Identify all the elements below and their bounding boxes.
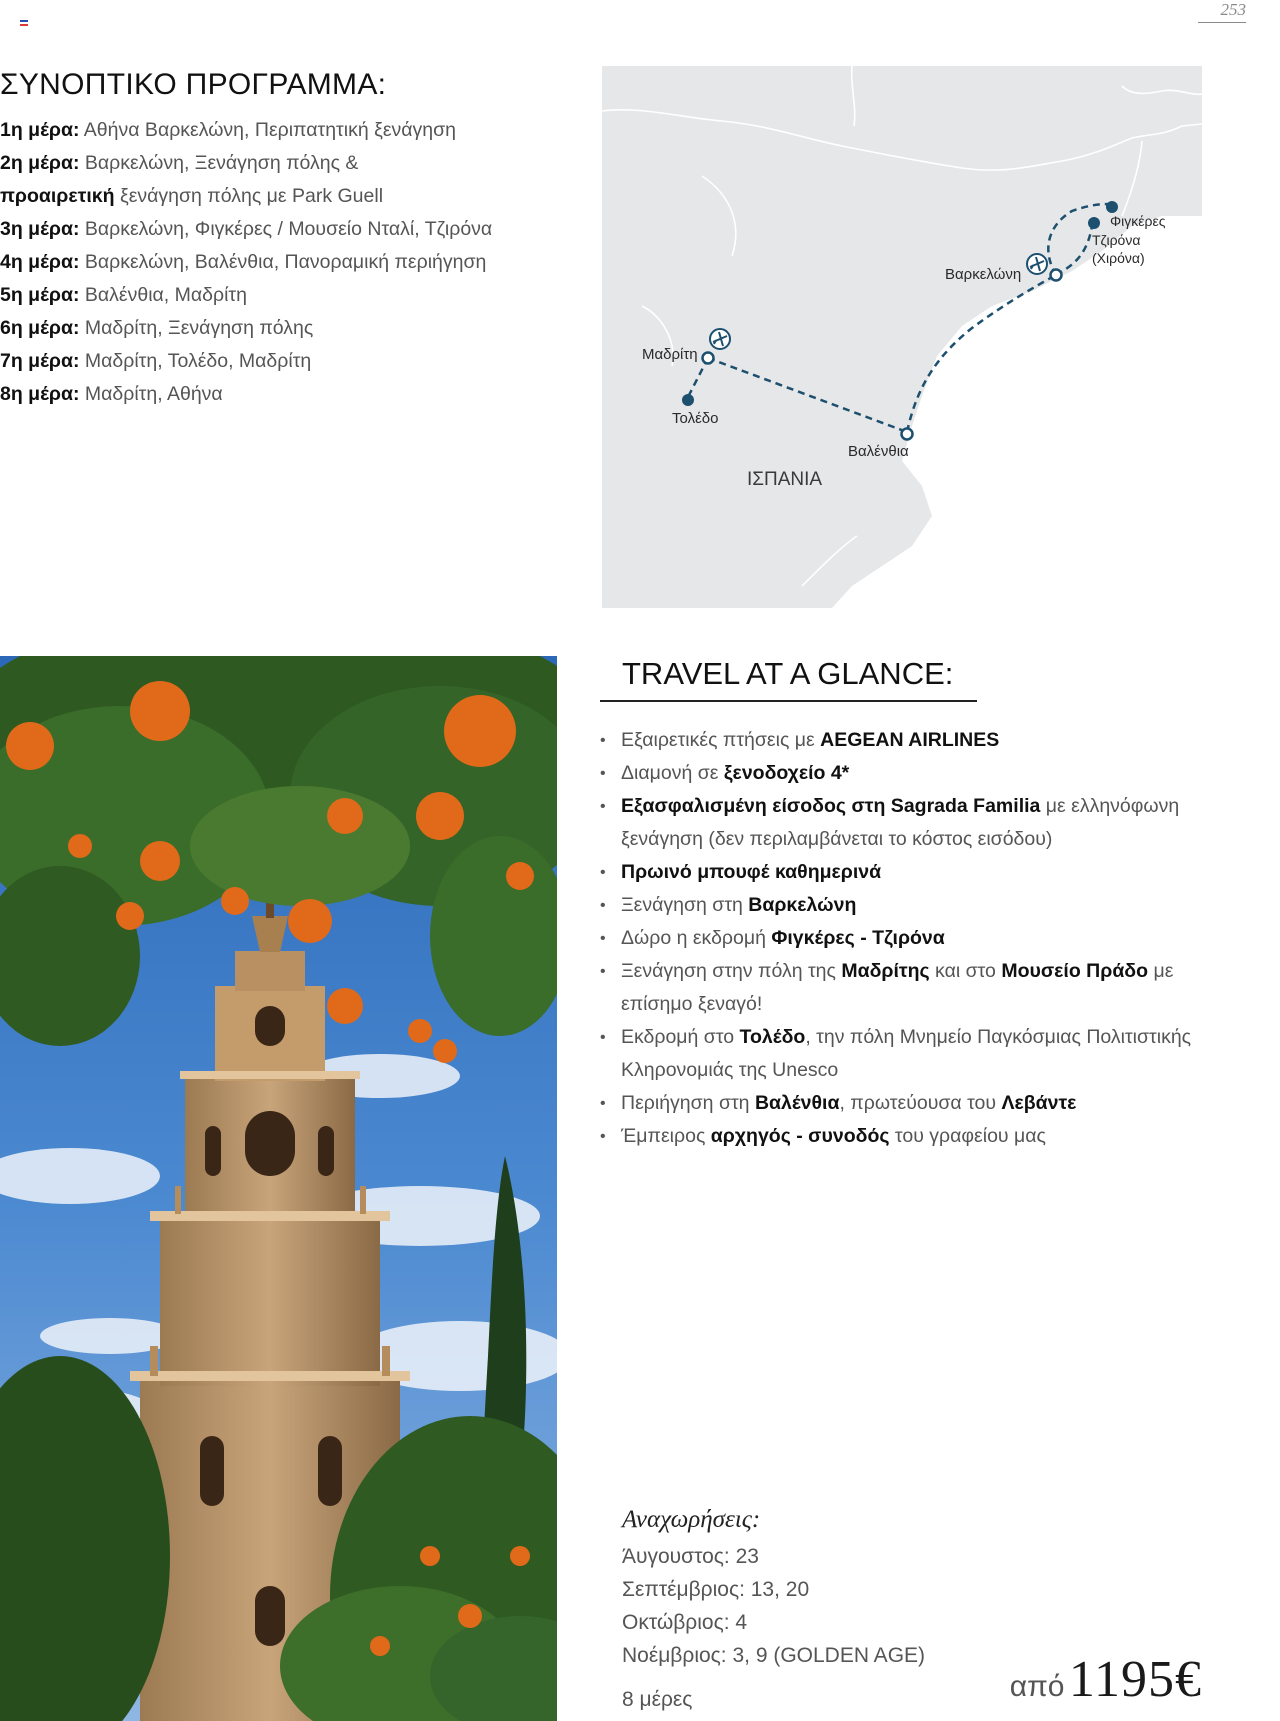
bell-tower-photo: [0, 656, 557, 1721]
summary-day: 3η μέρα: Βαρκελώνη, Φιγκέρες / Μουσείο Νταλί, Τζιρόνα: [0, 218, 493, 240]
barcelona-label: Βαρκελώνη: [945, 266, 1022, 283]
glance-item: • Εξασφαλισμένη είσοδος στη Sagrada Familia με ελληνόφωνη ξενάγηση (δεν περιλαμβάνεται το κόστος εισόδου): [600, 790, 1220, 856]
departures-heading: Αναχωρήσεις:: [622, 1506, 761, 1533]
glance-item: • Έμπειρος αρχηγός - συνοδός του γραφείου μας: [600, 1120, 1220, 1153]
toledo-marker: [682, 394, 694, 406]
summary-day: 5η μέρα: Βαλένθια, Μαδρίτη: [0, 284, 247, 306]
madrid-label: Μαδρίτη: [642, 346, 698, 363]
summary-day: 4η μέρα: Βαρκελώνη, Βαλένθια, Πανοραμική περιήγηση: [0, 251, 487, 273]
glance-item: • Εξαιρετικές πτήσεις με AEGEAN AIRLINES: [600, 724, 1220, 757]
glance-item: • Πρωινό μπουφέ καθημερινά: [600, 856, 1220, 889]
summary-day: προαιρετική ξενάγηση πόλης με Park Guell: [0, 185, 384, 207]
glance-title: TRAVEL AT A GLANCE:: [622, 656, 954, 691]
girona-alt-label: (Χιρόνα): [1092, 250, 1145, 266]
departure-row: Νοέμβριος: 3, 9 (GOLDEN AGE): [622, 1644, 926, 1667]
glance-item: • Περιήγηση στη Βαλένθια, πρωτεύουσα του Λεβάντε: [600, 1087, 1220, 1120]
glance-item: • Ξενάγηση στην πόλη της Μαδρίτης και στο Μουσείο Πράδο με επίσημο ξεναγό!: [600, 955, 1220, 1021]
airplane-icon: [1027, 254, 1047, 274]
summary-title: ΣΥΝΟΠΤΙΚΟ ΠΡΟΓΡΑΜΜΑ:: [0, 68, 387, 101]
figueres-label: Φιγκέρες: [1110, 213, 1166, 229]
barcelona-marker: [1051, 270, 1062, 281]
airplane-icon: [710, 329, 730, 349]
country-label: ΙΣΠΑΝΙΑ: [747, 469, 823, 490]
madrid-marker: [703, 353, 714, 364]
girona-marker: [1088, 217, 1100, 229]
glance-item: • Διαμονή σε ξενοδοχείο 4*: [600, 757, 1220, 790]
departure-row: Σεπτέμβριος: 13, 20: [622, 1578, 810, 1601]
glance-item: • Εκδρομή στο Τολέδο, την πόλη Μνημείο Παγκόσμιας Πολιτιστικής Κληρονομιάς της Unesco: [600, 1021, 1220, 1087]
glance-item: • Δώρο η εκδρομή Φιγκέρες - Τζιρόνα: [600, 922, 1220, 955]
glance-item: • Ξενάγηση στη Βαρκελώνη: [600, 889, 1220, 922]
glance-list: [600, 724, 1220, 1153]
trip-duration: 8 μέρες: [622, 1688, 693, 1711]
travel-at-a-glance: [600, 656, 1220, 1153]
departures: [622, 1506, 982, 1712]
valencia-marker: [902, 429, 913, 440]
departure-row: Άυγουστος: 23: [622, 1545, 759, 1568]
price-prefix: από: [1009, 1670, 1065, 1703]
summary-day: 7η μέρα: Μαδρίτη, Τολέδο, Μαδρίτη: [0, 350, 312, 372]
departure-row: Οκτώβριος: 4: [622, 1611, 748, 1634]
glance-title-underline: [600, 700, 977, 702]
price: [1010, 1650, 1202, 1709]
figueres-marker: [1106, 201, 1118, 213]
flag-icon: [20, 20, 28, 26]
route-map: [602, 66, 1202, 608]
summary-day: 1η μέρα: Αθήνα Βαρκελώνη, Περιπατητική ξενάγηση: [0, 119, 457, 141]
summary-day: 8η μέρα: Μαδρίτη, Αθήνα: [0, 383, 223, 405]
program-summary: [0, 68, 560, 411]
valencia-label: Βαλένθια: [848, 443, 909, 460]
route-map-svg: [602, 66, 1202, 608]
page-number: 253: [1198, 0, 1246, 23]
toledo-label: Τολέδο: [672, 410, 719, 427]
summary-day: 6η μέρα: Μαδρίτη, Ξενάγηση πόλης: [0, 317, 314, 339]
girona-label: Τζιρόνα: [1092, 232, 1141, 248]
price-amount: 1195€: [1068, 1651, 1202, 1708]
summary-day: 2η μέρα: Βαρκελώνη, Ξενάγηση πόλης &: [0, 152, 359, 174]
